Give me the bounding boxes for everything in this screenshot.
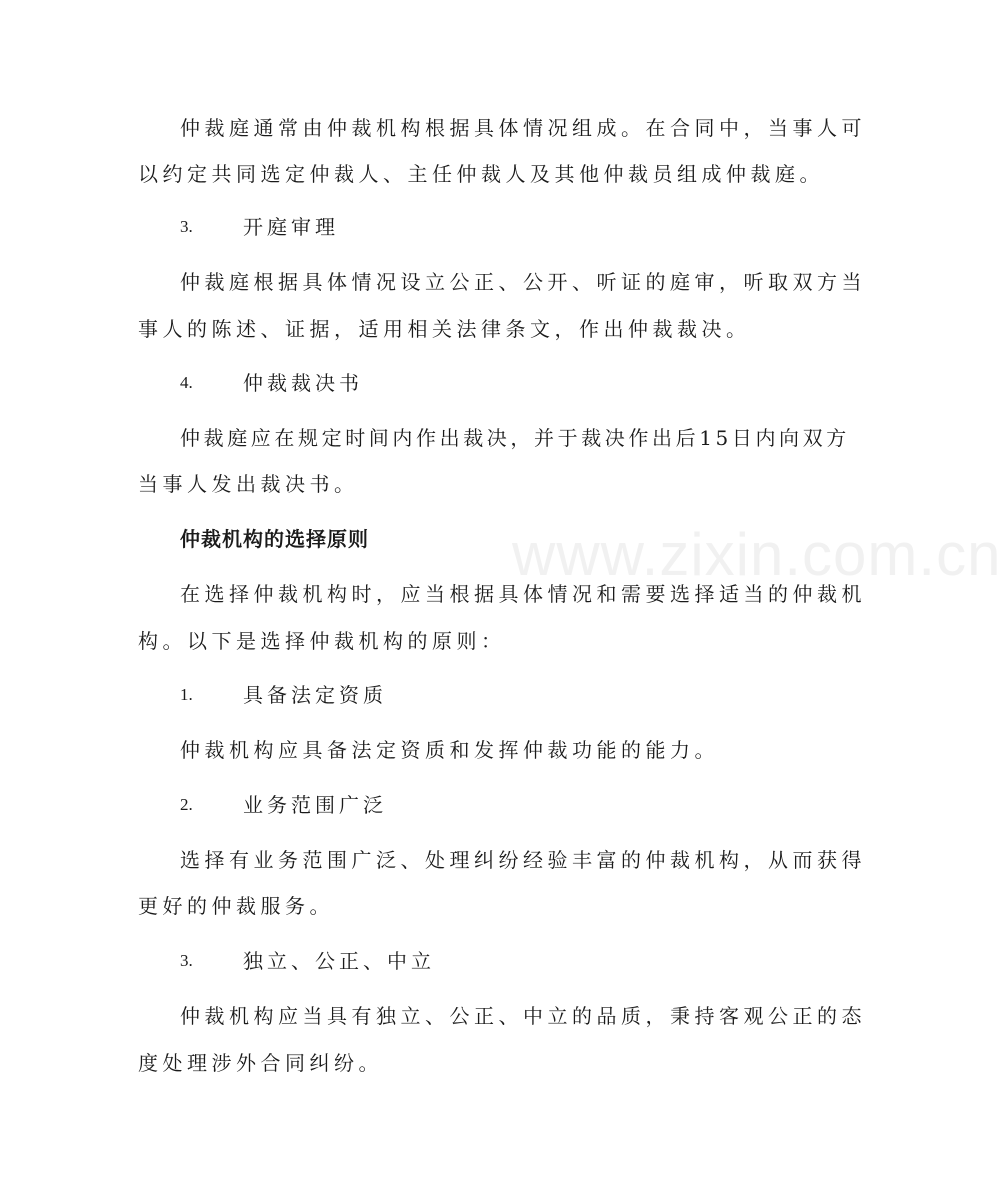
paragraph-line: 在选择仲裁机构时，应当根据具体情况和需要选择适当的仲裁机	[180, 582, 866, 606]
item-heading: 独立、公正、中立	[243, 949, 435, 973]
item-heading: 开庭审理	[243, 215, 339, 239]
paragraph-line: 仲裁庭根据具体情况设立公正、公开、听证的庭审，听取双方当	[180, 270, 866, 294]
item-heading: 业务范围广泛	[243, 793, 387, 817]
item-number: 4.	[180, 373, 193, 392]
paragraph-line: 构。以下是选择仲裁机构的原则：	[138, 629, 506, 653]
item-number: 3.	[180, 951, 193, 970]
section-heading: 仲裁机构的选择原则	[180, 527, 369, 551]
paragraph-line: 更好的仲裁服务。	[138, 894, 334, 918]
paragraph-line: 仲裁庭通常由仲裁机构根据具体情况组成。在合同中，当事人可	[180, 116, 866, 140]
paragraph-line: 选择有业务范围广泛、处理纠纷经验丰富的仲裁机构，从而获得	[180, 848, 866, 872]
paragraph-line: 度处理涉外合同纠纷。	[138, 1051, 383, 1075]
item-heading: 具备法定资质	[243, 683, 387, 707]
item-number: 3.	[180, 217, 193, 236]
paragraph-line: 当事人发出裁决书。	[138, 472, 359, 496]
item-number: 1.	[180, 685, 193, 704]
paragraph-line: 以约定共同选定仲裁人、主任仲裁人及其他仲裁员组成仲裁庭。	[138, 162, 824, 186]
paragraph-line: 事人的陈述、证据，适用相关法律条文，作出仲裁裁决。	[138, 317, 751, 341]
item-heading: 仲裁裁决书	[243, 371, 363, 395]
paragraph-line: 仲裁庭应在规定时间内作出裁决，并于裁决作出后15日内向双方	[180, 426, 850, 450]
watermark: www.zixin.com.cn	[512, 521, 1001, 588]
item-number: 2.	[180, 795, 193, 814]
paragraph-line: 仲裁机构应当具有独立、公正、中立的品质，秉持客观公正的态	[180, 1004, 866, 1028]
paragraph-line: 仲裁机构应具备法定资质和发挥仲裁功能的能力。	[180, 738, 719, 762]
